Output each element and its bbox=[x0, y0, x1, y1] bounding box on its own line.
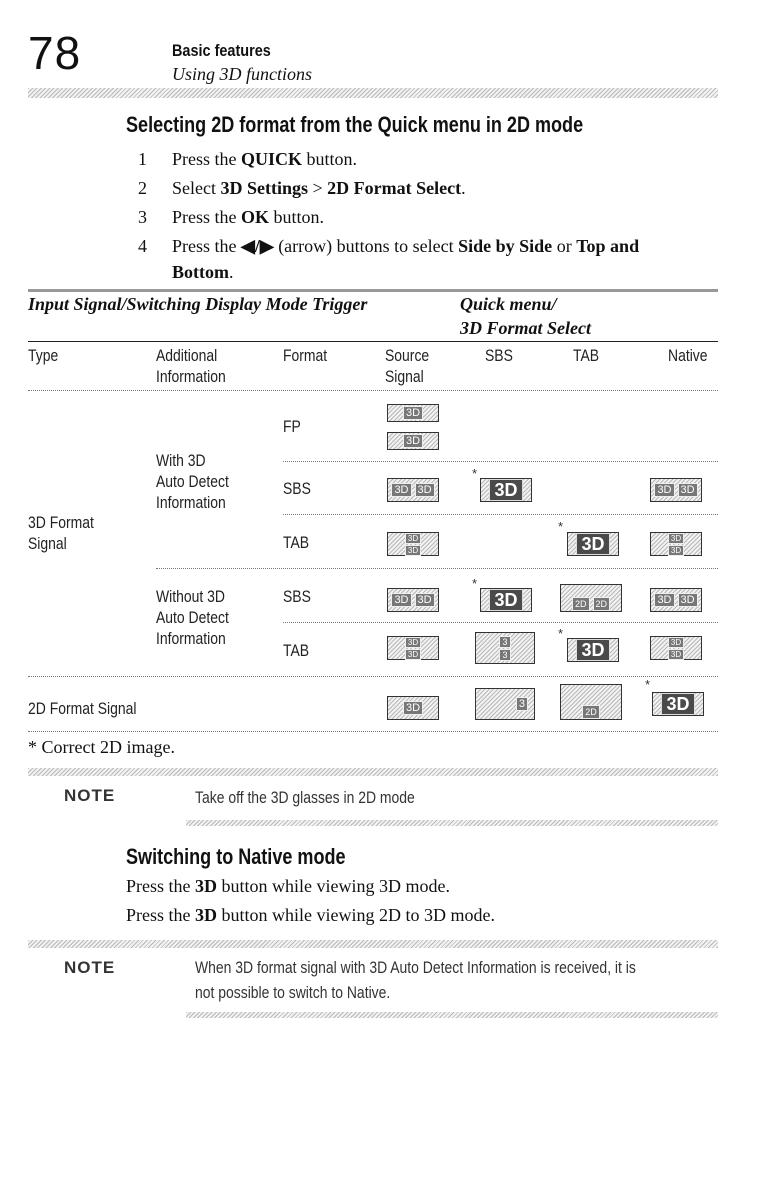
step-bold: QUICK bbox=[241, 149, 303, 169]
col-sbs: SBS bbox=[485, 346, 513, 365]
section-title: Using 3D functions bbox=[172, 64, 313, 84]
sbs-native-icon bbox=[650, 478, 702, 502]
step-text: button. bbox=[302, 149, 358, 169]
step-text: button. bbox=[269, 207, 325, 227]
with-1: With 3D bbox=[156, 451, 206, 470]
icon-3d-large: 3D bbox=[489, 589, 522, 611]
step-text: (arrow) buttons to select bbox=[273, 236, 459, 256]
icon-3-label: 3 bbox=[499, 649, 510, 661]
format-sbs-2: SBS bbox=[283, 587, 311, 606]
note1-text: Take off the 3D glasses in 2D mode bbox=[195, 788, 415, 807]
table-col-rule bbox=[28, 390, 718, 391]
tab-source-icon bbox=[387, 532, 439, 556]
icon-3d-label: 3D bbox=[668, 637, 684, 648]
col-additional-1: Additional bbox=[156, 346, 218, 365]
tab-native-icon bbox=[650, 532, 702, 556]
table-header-left: Input Signal/Switching Display Mode Trigger bbox=[28, 294, 368, 314]
note2-bottom-rule bbox=[186, 1012, 718, 1018]
col-source-1: Source bbox=[385, 346, 430, 365]
2d-native-icon bbox=[652, 692, 704, 716]
step-bold: 3D Settings bbox=[220, 178, 308, 198]
row-rule bbox=[28, 676, 718, 677]
icon-3d-label: 3D bbox=[678, 593, 698, 607]
type-3d-2: Signal bbox=[28, 534, 67, 553]
col-type: Type bbox=[28, 346, 59, 365]
step-text: or bbox=[552, 236, 577, 256]
native-line-2 bbox=[126, 905, 495, 926]
col-tab: TAB bbox=[573, 346, 600, 365]
row-rule bbox=[283, 622, 718, 623]
fp-source-icon-bottom bbox=[387, 432, 439, 450]
chapter-title: Basic features bbox=[172, 41, 271, 60]
sbs-sbs-icon bbox=[480, 478, 532, 502]
type-2d-format-signal: 2D Format Signal bbox=[28, 699, 137, 718]
table-header-rule bbox=[28, 341, 718, 342]
row-rule bbox=[283, 514, 718, 515]
correct-star: * bbox=[472, 576, 478, 591]
icon-3d-large: 3D bbox=[489, 479, 522, 501]
icon-3d-label: 3D bbox=[668, 545, 684, 556]
icon-3d-label: 3D bbox=[405, 637, 421, 648]
step-bold: 2D Format Select bbox=[327, 178, 462, 198]
table-top-rule bbox=[28, 289, 718, 292]
icon-3d-label: 3D bbox=[391, 593, 411, 607]
sbs2-source-icon bbox=[387, 588, 439, 612]
icon-3d-label: 3D bbox=[403, 434, 423, 448]
icon-3d-label: 3D bbox=[668, 649, 684, 660]
icon-3d-label: 3D bbox=[678, 483, 698, 497]
note1-bottom-rule bbox=[186, 820, 718, 826]
step-bold: Bottom bbox=[172, 262, 229, 282]
icon-3d-large: 3D bbox=[661, 693, 694, 715]
without-3d-auto-detect bbox=[156, 586, 229, 649]
icon-3d-label: 3D bbox=[668, 533, 684, 544]
native-text: Press the bbox=[126, 905, 195, 925]
icon-3d-label: 3D bbox=[654, 483, 674, 497]
col-native: Native bbox=[668, 346, 708, 365]
section-heading-2d-format: Selecting 2D format from the Quick menu in 2D mode bbox=[126, 112, 584, 137]
icon-3d-label: 3D bbox=[405, 533, 421, 544]
icon-3d-label: 3D bbox=[405, 545, 421, 556]
step-3 bbox=[0, 204, 772, 230]
icon-3-label: 3 bbox=[516, 697, 528, 711]
row-rule bbox=[283, 461, 718, 462]
header-rule bbox=[28, 88, 718, 98]
tab-tab-icon bbox=[567, 532, 619, 556]
col-source bbox=[385, 345, 429, 387]
col-additional-2: Information bbox=[156, 367, 226, 386]
step-1 bbox=[0, 146, 772, 172]
icon-3d-label: 3D bbox=[391, 483, 411, 497]
type-3d-1: 3D Format bbox=[28, 513, 94, 532]
sbs2-sbs-icon bbox=[480, 588, 532, 612]
table-header-right-1: Quick menu/ bbox=[460, 294, 557, 314]
col-source-2: Signal bbox=[385, 367, 424, 386]
step-2 bbox=[0, 175, 772, 201]
step-bold: Side by Side bbox=[458, 236, 553, 256]
note2-line-1: When 3D format signal with 3D Auto Detect Information is received, it is bbox=[195, 958, 636, 977]
note1-top-rule bbox=[28, 768, 718, 776]
step-text: Press the bbox=[172, 207, 241, 227]
note1-label: NOTE bbox=[64, 786, 116, 805]
icon-3d-label: 3D bbox=[654, 593, 674, 607]
native-text: Press the bbox=[126, 876, 195, 896]
2d-tab-icon bbox=[560, 684, 622, 720]
step-text: Press the bbox=[172, 149, 241, 169]
note2-text bbox=[195, 955, 636, 1005]
step-number: 2 bbox=[138, 178, 147, 198]
note2-top-rule bbox=[28, 940, 718, 948]
without-2: Auto Detect bbox=[156, 608, 229, 627]
footnote: * Correct 2D image. bbox=[28, 737, 175, 757]
format-tab: TAB bbox=[283, 533, 310, 552]
step-text: . bbox=[461, 178, 466, 198]
icon-3d-label: 3D bbox=[403, 701, 423, 715]
without-1: Without 3D bbox=[156, 587, 225, 606]
step-text: > bbox=[308, 178, 328, 198]
correct-star: * bbox=[472, 466, 478, 481]
step-bold: Top and bbox=[576, 236, 640, 256]
icon-3d-label: 3D bbox=[415, 593, 435, 607]
native-line-1 bbox=[126, 876, 450, 897]
arrow-icons: ◀/▶ bbox=[241, 236, 274, 256]
step-text: Select bbox=[172, 178, 221, 198]
icon-3d-label: 3D bbox=[415, 483, 435, 497]
with-3: Information bbox=[156, 493, 226, 512]
icon-2d-label: 2D bbox=[593, 597, 611, 611]
icon-2d-label: 2D bbox=[572, 597, 590, 611]
format-fp: FP bbox=[283, 417, 301, 436]
note2-line-2: not possible to switch to Native. bbox=[195, 983, 391, 1002]
native-text: button while viewing 2D to 3D mode. bbox=[217, 905, 495, 925]
icon-3-label: 3 bbox=[499, 636, 510, 648]
col-additional bbox=[156, 345, 226, 387]
step-bold: OK bbox=[241, 207, 270, 227]
format-sbs: SBS bbox=[283, 479, 311, 498]
note2-label: NOTE bbox=[64, 958, 116, 977]
step-text: Press the bbox=[172, 236, 241, 256]
table-bottom-rule bbox=[28, 731, 718, 732]
correct-star: * bbox=[645, 677, 651, 692]
native-text: button while viewing 3D mode. bbox=[217, 876, 450, 896]
step-4 bbox=[0, 233, 772, 285]
row-rule bbox=[156, 568, 718, 569]
fp-source-icon-top bbox=[387, 404, 439, 422]
icon-3d-large: 3D bbox=[576, 533, 609, 555]
icon-3d-label: 3D bbox=[405, 649, 421, 660]
tab2-native-icon bbox=[650, 636, 702, 660]
tab2-source-icon bbox=[387, 636, 439, 660]
icon-2d-label: 2D bbox=[582, 705, 600, 719]
with-3d-auto-detect bbox=[156, 450, 229, 513]
icon-3d-label: 3D bbox=[403, 406, 423, 420]
native-bold: 3D bbox=[195, 905, 217, 925]
step-number: 4 bbox=[138, 236, 147, 256]
col-format: Format bbox=[283, 346, 328, 365]
sbs-source-icon bbox=[387, 478, 439, 502]
table-header-right-2: 3D Format Select bbox=[460, 318, 591, 338]
tab2-sbs-icon bbox=[475, 632, 535, 664]
format-tab-2: TAB bbox=[283, 641, 310, 660]
sbs2-tab-icon bbox=[560, 584, 622, 612]
2d-sbs-icon bbox=[475, 688, 535, 720]
tab2-tab-icon bbox=[567, 638, 619, 662]
sbs2-native-icon bbox=[650, 588, 702, 612]
step-number: 3 bbox=[138, 207, 147, 227]
without-3: Information bbox=[156, 629, 226, 648]
step-text: . bbox=[229, 262, 234, 282]
page-number: 78 bbox=[28, 27, 82, 79]
correct-star: * bbox=[558, 519, 564, 534]
icon-3d-large: 3D bbox=[576, 639, 609, 661]
with-2: Auto Detect bbox=[156, 472, 229, 491]
correct-star: * bbox=[558, 626, 564, 641]
section-heading-native: Switching to Native mode bbox=[126, 844, 346, 869]
native-bold: 3D bbox=[195, 876, 217, 896]
2d-source-icon bbox=[387, 696, 439, 720]
type-3d-format-signal bbox=[28, 512, 94, 554]
step-number: 1 bbox=[138, 149, 147, 169]
